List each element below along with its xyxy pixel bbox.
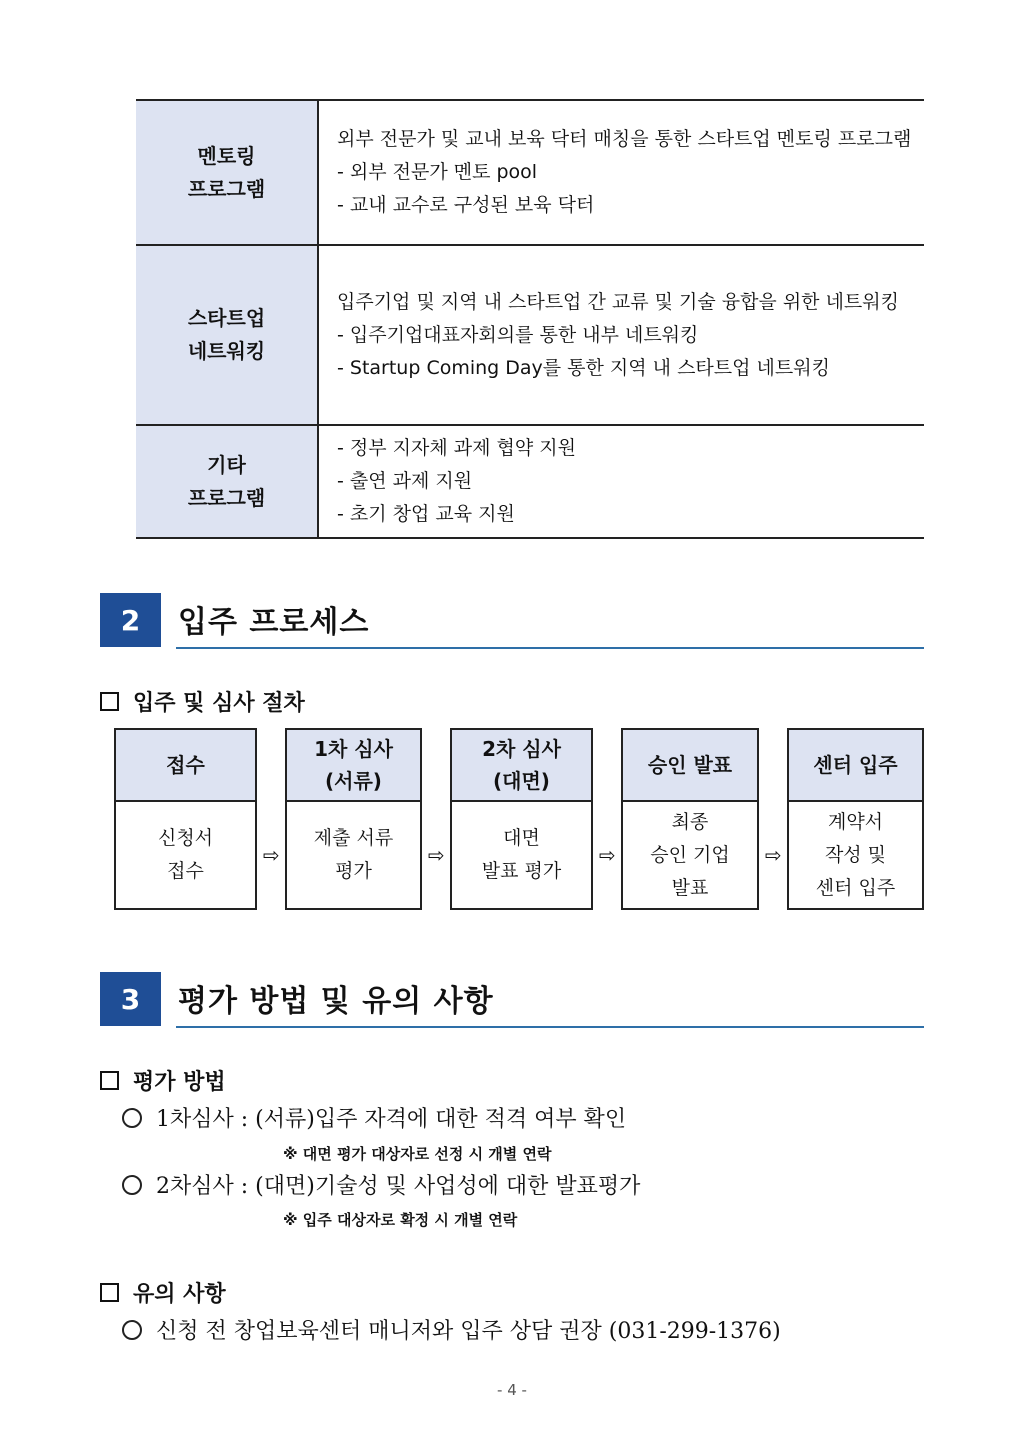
step-title-line: 센터 입주	[813, 753, 898, 777]
arrow-right-icon: ⇨	[765, 843, 782, 867]
eval-note: ※ 대면 평가 대상자로 선정 시 개별 연락	[283, 1145, 552, 1163]
step-title-line: 접수	[166, 753, 205, 777]
step-description-line: 평가	[335, 860, 372, 882]
step-title	[116, 730, 255, 802]
program-title-cell	[136, 100, 318, 245]
step-description	[789, 802, 922, 908]
program-bullet: - 입주기업대표자회의를 통한 내부 네트워킹	[337, 323, 699, 346]
section-header	[100, 972, 924, 1026]
program-title-cell	[136, 245, 318, 425]
arrow-right-icon: ⇨	[263, 843, 280, 867]
program-bullet: - 정부 지자체 과제 협약 지원	[337, 437, 576, 459]
process-step	[621, 728, 759, 910]
program-bullet: - 출연 과제 지원	[337, 470, 473, 492]
step-description-line: 계약서	[827, 810, 884, 833]
step-description-line: 발표	[671, 876, 709, 899]
section-title: 평가 방법 및 유의 사항	[178, 984, 494, 1019]
subheading	[100, 686, 305, 717]
square-bullet-icon	[100, 1283, 119, 1302]
step-title-line: 승인 발표	[647, 753, 733, 777]
table-row	[136, 425, 924, 538]
step-description-line: 최종	[671, 810, 709, 833]
program-bullet: - 교내 교수로 구성된 보육 닥터	[337, 194, 595, 216]
program-bullet: - 외부 전문가 멘토 pool	[337, 161, 538, 183]
section-number: 2	[100, 593, 161, 647]
step-description	[287, 802, 420, 908]
subheading	[100, 1065, 226, 1096]
program-bullet: - 초기 창업 교육 지원	[337, 503, 515, 525]
arrow-right-icon: ⇨	[599, 843, 616, 867]
step-title	[287, 730, 420, 802]
step-description-line: 승인 기업	[650, 843, 730, 866]
step-description	[116, 802, 255, 908]
eval-item	[122, 1169, 640, 1200]
subheading-text: 평가 방법	[133, 1070, 226, 1095]
square-bullet-icon	[100, 692, 119, 711]
section-title: 입주 프로세스	[178, 605, 370, 640]
eval-item-text: 1차심사 : (서류)입주 자격에 대한 적격 여부 확인	[156, 1107, 627, 1132]
section-underline	[176, 647, 924, 649]
step-description-line: 발표 평가	[481, 860, 562, 882]
step-title-line: (서류)	[325, 769, 382, 793]
step-title-line: 2차 심사	[482, 737, 561, 761]
step-title	[452, 730, 591, 802]
program-title-line: 멘토링	[197, 143, 256, 168]
program-title-line: 프로그램	[187, 485, 266, 510]
program-title-line: 프로그램	[187, 176, 266, 201]
program-description: 입주기업 및 지역 내 스타트업 간 교류 및 기술 융합을 위한 네트워킹	[337, 290, 899, 313]
step-title-line: (대면)	[493, 769, 550, 793]
process-step	[285, 728, 422, 910]
program-description-cell	[318, 425, 924, 538]
step-description-line: 제출 서류	[313, 827, 394, 849]
step-title-line: 1차 심사	[314, 737, 393, 761]
step-description-line: 작성 및	[824, 843, 887, 866]
eval-note: ※ 입주 대상자로 확정 시 개별 연락	[283, 1211, 518, 1229]
program-table	[136, 99, 924, 539]
step-description-line: 접수	[167, 860, 204, 882]
page-number: - 4 -	[497, 1381, 527, 1399]
program-title-line: 네트워킹	[187, 339, 266, 363]
section-header	[100, 593, 924, 647]
process-step	[787, 728, 924, 910]
step-description-line: 신청서	[157, 827, 214, 849]
step-description-line: 대면	[503, 827, 540, 849]
circle-bullet-icon	[122, 1175, 142, 1195]
step-description	[623, 802, 757, 908]
subheading	[100, 1277, 226, 1308]
circle-bullet-icon	[122, 1320, 142, 1340]
program-description-cell	[318, 245, 924, 425]
process-step	[450, 728, 593, 910]
process-step	[114, 728, 257, 910]
step-description-line: 센터 입주	[815, 876, 896, 899]
arrow-right-icon: ⇨	[428, 843, 445, 867]
eval-item	[122, 1102, 626, 1133]
step-title	[789, 730, 922, 802]
eval-item-text: 2차심사 : (대면)기술성 및 사업성에 대한 발표평가	[156, 1174, 641, 1199]
square-bullet-icon	[100, 1071, 119, 1090]
step-title	[623, 730, 757, 802]
program-description: 외부 전문가 및 교내 보육 닥터 매칭을 통한 스타트업 멘토링 프로그램	[337, 128, 912, 150]
subheading-text: 입주 및 심사 절차	[133, 691, 305, 716]
subheading-text: 유의 사항	[133, 1282, 226, 1307]
circle-bullet-icon	[122, 1108, 142, 1128]
notice-item-text: 신청 전 창업보육센터 매니저와 입주 상담 권장 (031-299-1376)	[156, 1319, 781, 1344]
section-underline	[176, 1026, 924, 1028]
program-bullet: - Startup Coming Day를 통한 지역 내 스타트업 네트워킹	[337, 356, 830, 379]
program-description-cell	[318, 100, 924, 245]
notice-item	[122, 1314, 781, 1345]
step-description	[452, 802, 591, 908]
program-title-line: 스타트업	[187, 306, 266, 330]
program-title-line: 기타	[207, 452, 246, 477]
table-row	[136, 100, 924, 245]
section-number: 3	[100, 972, 161, 1026]
table-row	[136, 245, 924, 425]
program-title-cell	[136, 425, 318, 538]
